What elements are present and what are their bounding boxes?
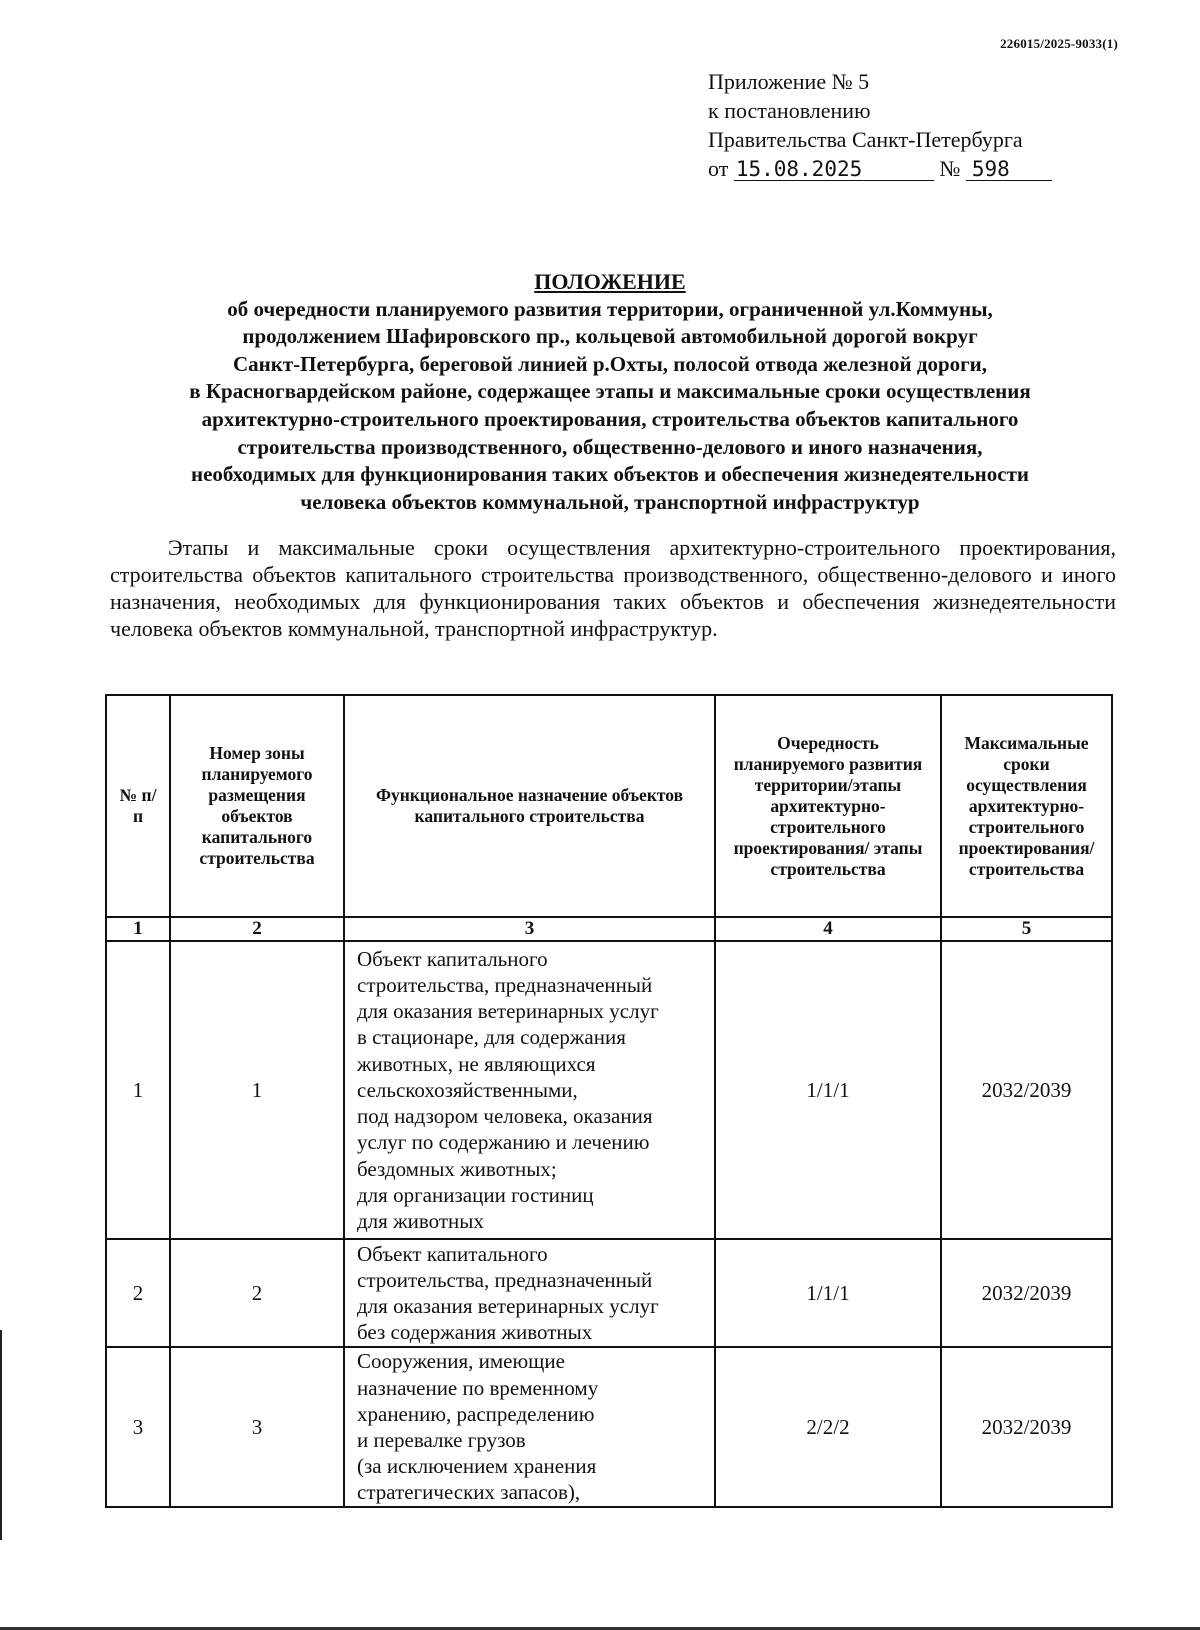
column-number-row (106, 917, 1112, 941)
description-line: и перевалке грузов (357, 1428, 526, 1452)
description-line: без содержания животных (357, 1320, 593, 1345)
description-line: назначение по временному (357, 1375, 599, 1400)
number-prefix: № (939, 156, 961, 181)
column-number: 5 (941, 917, 1112, 941)
document-heading: ПОЛОЖЕНИЕ (534, 269, 686, 294)
title-line: необходимых для функционирования таких объектов и обеспечения жизнедеятельности (190, 462, 1029, 487)
header-col-4: Очередность планируемого развития территории/этапы архитектурно-строительного проектирования/ этапы строительства (715, 695, 941, 917)
order-value: 1/1/1 (715, 941, 941, 1239)
description-line: для организации гостиниц (357, 1182, 594, 1207)
title-line: человека объектов коммунальной, транспортной инфраструктур (300, 489, 920, 514)
zone-number: 3 (170, 1347, 344, 1507)
row-number: 2 (106, 1239, 170, 1347)
intro-paragraph: Этапы и максимальные сроки осуществления архитектурно-строительного проектирования, строительства объектов капитального строительства производственного, общественно-делового и иного назначения, необходимых для функционирования таких объектов и обеспечения жизнедеятельности человека объектов коммунальной, транспортной инфраструктур. (110, 535, 1116, 641)
resolution-number: 598 (966, 158, 1052, 181)
appendix-line-2: к постановлению (708, 98, 871, 123)
function-description (344, 1239, 715, 1347)
title-line: строительства производственного, общественно-делового и иного назначения, (237, 434, 983, 459)
title-line: в Красногвардейском районе, содержащее этапы и максимальные сроки осуществления (189, 379, 1031, 404)
description-line: Объект капитального (357, 946, 548, 971)
description-line: в стационаре, для содержания (357, 1025, 626, 1050)
row-number: 1 (106, 941, 170, 1239)
title-line: об очередности планируемого развития территории, ограниченной ул.Коммуны, (227, 296, 993, 321)
header-col-5: Максимальные сроки осуществления архитектурно-строительного проектирования/ строительства (941, 695, 1112, 917)
function-description (344, 941, 715, 1239)
header-col-2: Номер зоны планируемого размещения объектов капитального строительства (170, 695, 344, 917)
zone-number: 1 (170, 941, 344, 1239)
description-line: стратегических запасов), (357, 1480, 581, 1505)
deadline-value: 2032/2039 (941, 941, 1112, 1239)
zone-number: 2 (170, 1239, 344, 1347)
header-col-3: Функциональное назначение объектов капитального строительства (344, 695, 715, 917)
description-line: бездомных животных; (357, 1156, 557, 1181)
appendix-line-1: Приложение № 5 (708, 69, 870, 94)
scan-edge-mark (0, 1330, 2, 1540)
appendix-date-line (708, 154, 1052, 183)
document-registration-number: 226015/2025-9033(1) (1000, 36, 1118, 51)
description-line: для оказания ветеринарных услуг (357, 1294, 659, 1318)
appendix-block (708, 67, 1052, 183)
header-col-1: № п/п (106, 695, 170, 917)
appendix-line-3: Правительства Санкт-Петербурга (708, 127, 1023, 152)
description-line: хранению, распределению (357, 1401, 595, 1426)
table-row (106, 1239, 1112, 1347)
table-header-row (106, 695, 1112, 917)
row-number: 3 (106, 1347, 170, 1507)
description-line: для животных (357, 1208, 484, 1233)
date-prefix: от (708, 156, 729, 181)
column-number: 4 (715, 917, 941, 941)
description-line: для оказания ветеринарных услуг (357, 999, 659, 1024)
function-description (344, 1347, 715, 1507)
deadline-value: 2032/2039 (941, 1347, 1112, 1507)
stages-table (105, 694, 1113, 1508)
title-line: продолжением Шафировского пр., кольцевой автомобильной дорогой вокруг (242, 324, 978, 349)
table-row (106, 941, 1112, 1239)
column-number: 1 (106, 917, 170, 941)
description-line: Сооружения, имеющие (357, 1349, 565, 1374)
title-line: архитектурно-строительного проектирования, строительства объектов капитального (201, 406, 1019, 431)
deadline-value: 2032/2039 (941, 1239, 1112, 1347)
order-value: 2/2/2 (715, 1347, 941, 1507)
description-line: строительства, предназначенный (357, 1267, 653, 1292)
column-number: 2 (170, 917, 344, 941)
description-line: услуг по содержанию и лечению (357, 1130, 650, 1155)
resolution-date: 15.08.2025 (734, 158, 934, 181)
order-value: 1/1/1 (715, 1239, 941, 1347)
description-line: животных, не являющихся (357, 1051, 596, 1076)
document-title-block (110, 268, 1110, 516)
table-row (106, 1347, 1112, 1507)
description-line: сельскохозяйственными, (357, 1077, 578, 1102)
description-line: (за исключением хранения (357, 1454, 597, 1479)
description-line: Объект капитального (357, 1241, 548, 1266)
column-number: 3 (344, 917, 715, 941)
title-line: Санкт-Петербурга, береговой линией р.Охты, полосой отвода железной дороги, (232, 351, 988, 376)
description-line: под надзором человека, оказания (357, 1104, 653, 1129)
description-line: строительства, предназначенный (357, 973, 653, 998)
